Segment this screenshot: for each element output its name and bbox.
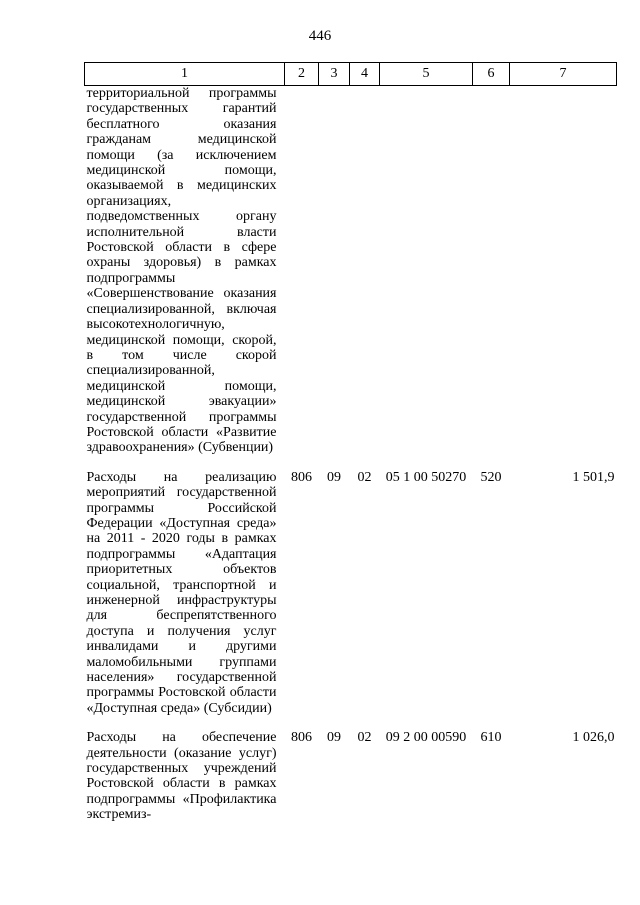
cell-amount xyxy=(510,86,617,456)
cell-subsection xyxy=(350,86,380,456)
column-header: 7 xyxy=(510,63,617,86)
cell-expense-type xyxy=(473,86,510,456)
cell-target-article: 05 1 00 50270 xyxy=(385,469,467,485)
cell-admin-code: 806 xyxy=(291,730,312,746)
cell-subsection: 02 xyxy=(357,730,372,746)
cell-target-article xyxy=(380,86,473,456)
cell-amount: 1 026,0 xyxy=(572,730,615,746)
table-row xyxy=(85,730,617,822)
cell-target-article: 09 2 00 00590 xyxy=(385,730,467,746)
cell-amount: 1 501,9 xyxy=(572,469,615,485)
table-row xyxy=(85,470,617,717)
column-header: 6 xyxy=(473,63,510,86)
table-row xyxy=(85,86,617,456)
cell-subsection: 02 xyxy=(357,469,372,485)
column-header: 3 xyxy=(319,63,350,86)
row-description: территориальной программы государственных гарантий бесплатного оказания гражданам медицинской помощи (за исключением медицинской помощи, оказываемой в медицинских организациях, подведомственных органу исполнительной власти Ростовской области в сфере охраны здоровья) в рамках подпрограммы «Совершенствование оказания специализированной, включая высокотехнологичную, медицинской помощи, скорой, в том числе скорой специализированной, медицинской помощи, медицинской эвакуации» государственной программы Ростовской области «Развитие здравоохранения» (Субвенции) xyxy=(86,86,277,456)
table-header-row xyxy=(85,63,617,86)
column-header: 1 xyxy=(85,63,285,86)
cell-section: 09 xyxy=(327,730,341,746)
cell-section xyxy=(319,86,350,456)
row-description: Расходы на обеспечение деятельности (оказание услуг) государственных учреждений Ростовской области в рамках подпрограммы «Профилактика экстремиз- xyxy=(86,730,277,823)
cell-section: 09 xyxy=(327,469,341,485)
page-number: 446 xyxy=(308,28,332,44)
column-header: 4 xyxy=(350,63,380,86)
cell-expense-type: 520 xyxy=(480,469,502,485)
cell-expense-type: 610 xyxy=(480,730,502,746)
column-header: 5 xyxy=(380,63,473,86)
cell-admin-code: 806 xyxy=(291,469,312,485)
cell-admin-code xyxy=(285,86,319,456)
column-header: 2 xyxy=(285,63,319,86)
budget-table xyxy=(84,62,617,823)
row-description: Расходы на реализацию мероприятий государственной программы Российской Федерации «Доступная среда» на 2011 - 2020 годы в рамках подпрограммы «Адаптация приоритетных объектов социальной, транспортной и инженерной инфраструктуры для беспрепятственного доступа и получения услуг инвалидами и другими маломобильными группами населения» государственной программы Ростовской области «Доступная среда» (Субсидии) xyxy=(86,469,277,716)
